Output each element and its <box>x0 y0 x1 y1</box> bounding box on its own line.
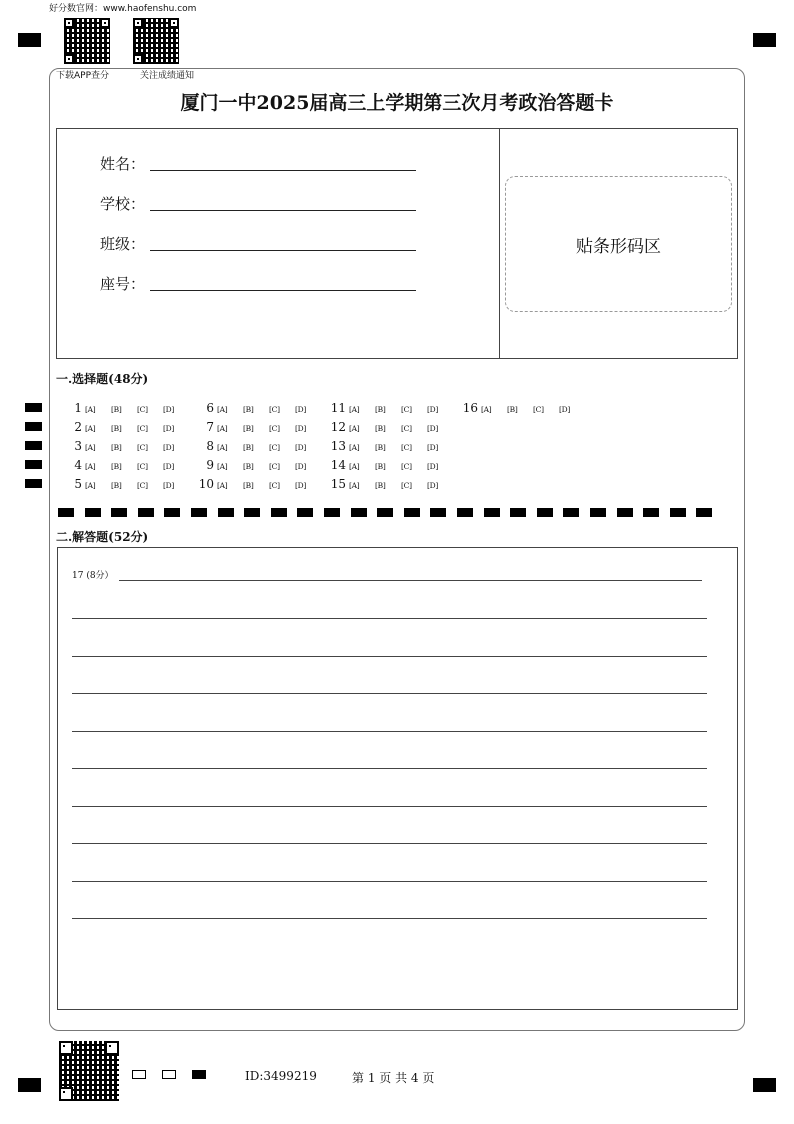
name-field[interactable] <box>150 170 416 171</box>
separator-mark <box>324 508 340 517</box>
option-bubble-b[interactable]: [B] <box>111 462 122 471</box>
option-bubble-a[interactable]: [A] <box>217 405 228 414</box>
choice-question-11 <box>324 401 453 415</box>
separator-mark <box>271 508 287 517</box>
page-mark-filled <box>192 1070 206 1079</box>
option-bubble-c[interactable]: [C] <box>269 424 280 433</box>
option-bubble-a[interactable]: [A] <box>85 481 96 490</box>
option-bubble-a[interactable]: [A] <box>85 462 96 471</box>
option-bubble-b[interactable]: [B] <box>243 481 254 490</box>
question-number: 14 <box>330 458 346 472</box>
page-qr-code <box>59 1041 119 1101</box>
separator-mark <box>537 508 553 517</box>
separator-mark <box>643 508 659 517</box>
option-bubble-d[interactable]: [D] <box>163 443 174 452</box>
option-bubble-c[interactable]: [C] <box>269 481 280 490</box>
option-bubble-a[interactable]: [A] <box>85 443 96 452</box>
choice-question-5 <box>60 477 189 491</box>
separator-mark <box>138 508 154 517</box>
separator-mark <box>563 508 579 517</box>
follow-notice-label: 关注成绩通知 <box>140 71 195 81</box>
option-bubble-c[interactable]: [C] <box>137 405 148 414</box>
option-bubble-b[interactable]: [B] <box>375 481 386 490</box>
barcode-label: 贴条形码区 <box>576 236 661 257</box>
option-bubble-c[interactable]: [C] <box>401 405 412 414</box>
choice-question-16 <box>456 401 585 415</box>
question-number: 3 <box>74 439 82 453</box>
seat-label: 座号： <box>100 275 146 293</box>
option-bubble-b[interactable]: [B] <box>507 405 518 414</box>
option-bubble-b[interactable]: [B] <box>111 405 122 414</box>
option-bubble-d[interactable]: [D] <box>427 424 438 433</box>
option-bubble-a[interactable]: [A] <box>349 481 360 490</box>
option-bubble-c[interactable]: [C] <box>137 424 148 433</box>
page-mark-empty <box>162 1070 176 1079</box>
option-bubble-a[interactable]: [A] <box>349 462 360 471</box>
section1-title: 一.选择题(48分) <box>56 372 149 386</box>
separator-mark <box>111 508 127 517</box>
page-mark-empty <box>132 1070 146 1079</box>
corner-mark-bottom-right <box>753 1078 776 1092</box>
answer-box <box>57 547 738 1010</box>
option-bubble-d[interactable]: [D] <box>559 405 570 414</box>
class-label: 班级： <box>100 235 146 253</box>
class-field[interactable] <box>150 250 416 251</box>
answer-line[interactable] <box>72 918 707 919</box>
choice-question-2 <box>60 420 189 434</box>
option-bubble-b[interactable]: [B] <box>111 481 122 490</box>
option-bubble-b[interactable]: [B] <box>243 462 254 471</box>
separator-mark <box>457 508 473 517</box>
option-bubble-d[interactable]: [D] <box>295 443 306 452</box>
option-bubble-a[interactable]: [A] <box>217 462 228 471</box>
option-bubble-d[interactable]: [D] <box>295 481 306 490</box>
timing-mark <box>25 422 42 431</box>
choice-question-9 <box>192 458 321 472</box>
follow-notice-qr-code <box>133 18 179 64</box>
option-bubble-c[interactable]: [C] <box>401 424 412 433</box>
option-bubble-c[interactable]: [C] <box>533 405 544 414</box>
option-bubble-a[interactable]: [A] <box>349 424 360 433</box>
question-17-label: 17 (8分） <box>72 571 114 581</box>
separator-mark <box>590 508 606 517</box>
choice-question-1 <box>60 401 189 415</box>
answer-line[interactable] <box>72 693 707 694</box>
sheet-title: 厦门一中2025届高三上学期第三次月考政治答题卡 <box>180 92 614 114</box>
option-bubble-b[interactable]: [B] <box>243 443 254 452</box>
download-app-label: 下载APP查分 <box>56 71 110 81</box>
corner-mark-bottom-left <box>18 1078 41 1092</box>
option-bubble-b[interactable]: [B] <box>243 424 254 433</box>
choice-question-15 <box>324 477 453 491</box>
option-bubble-a[interactable]: [A] <box>85 405 96 414</box>
separator-mark <box>510 508 526 517</box>
question-number: 9 <box>206 458 214 472</box>
option-bubble-a[interactable]: [A] <box>481 405 492 414</box>
separator-mark <box>430 508 446 517</box>
answer-line[interactable] <box>72 656 707 657</box>
timing-mark <box>25 479 42 488</box>
separator-mark <box>297 508 313 517</box>
website-text[interactable]: 好分数官网：www.haofenshu.com <box>49 4 197 14</box>
section2-title: 二.解答题(52分) <box>56 530 149 544</box>
question-number: 15 <box>330 477 346 491</box>
option-bubble-d[interactable]: [D] <box>163 462 174 471</box>
choice-question-4 <box>60 458 189 472</box>
question-number: 4 <box>74 458 82 472</box>
answer-line[interactable] <box>119 580 702 581</box>
answer-line[interactable] <box>72 881 707 882</box>
option-bubble-d[interactable]: [D] <box>163 424 174 433</box>
question-number: 16 <box>462 401 478 415</box>
option-bubble-a[interactable]: [A] <box>217 481 228 490</box>
choice-question-14 <box>324 458 453 472</box>
option-bubble-a[interactable]: [A] <box>217 424 228 433</box>
choice-question-3 <box>60 439 189 453</box>
choice-question-12 <box>324 420 453 434</box>
question-number: 1 <box>74 401 82 415</box>
choice-question-6 <box>192 401 321 415</box>
separator-mark <box>164 508 180 517</box>
question-number: 12 <box>330 420 346 434</box>
info-divider <box>499 128 500 359</box>
option-bubble-a[interactable]: [A] <box>349 405 360 414</box>
option-bubble-b[interactable]: [B] <box>243 405 254 414</box>
separator-mark <box>58 508 74 517</box>
option-bubble-c[interactable]: [C] <box>269 462 280 471</box>
option-bubble-a[interactable]: [A] <box>349 443 360 452</box>
school-field[interactable] <box>150 210 416 211</box>
barcode-area[interactable] <box>505 176 732 312</box>
option-bubble-c[interactable]: [C] <box>269 443 280 452</box>
answer-line[interactable] <box>72 768 707 769</box>
option-bubble-d[interactable]: [D] <box>295 424 306 433</box>
separator-mark <box>670 508 686 517</box>
separator-mark <box>404 508 420 517</box>
option-bubble-d[interactable]: [D] <box>427 481 438 490</box>
separator-mark <box>244 508 260 517</box>
question-number: 10 <box>198 477 214 491</box>
option-bubble-c[interactable]: [C] <box>137 443 148 452</box>
separator-mark <box>484 508 500 517</box>
question-number: 2 <box>74 420 82 434</box>
option-bubble-c[interactable]: [C] <box>137 462 148 471</box>
choice-question-13 <box>324 439 453 453</box>
separator-mark <box>218 508 234 517</box>
option-bubble-b[interactable]: [B] <box>111 443 122 452</box>
corner-mark-top-right <box>753 33 776 47</box>
page-number: 第 1 页 共 4 页 <box>352 1071 435 1085</box>
option-bubble-d[interactable]: [D] <box>295 405 306 414</box>
answer-line[interactable] <box>72 618 707 619</box>
option-bubble-d[interactable]: [D] <box>295 462 306 471</box>
choice-question-8 <box>192 439 321 453</box>
sheet-id: ID:3499219 <box>245 1069 317 1083</box>
answer-line[interactable] <box>72 843 707 844</box>
choice-question-10 <box>192 477 321 491</box>
school-label: 学校： <box>100 195 146 213</box>
question-number: 11 <box>330 401 346 415</box>
option-bubble-c[interactable]: [C] <box>401 443 412 452</box>
option-bubble-d[interactable]: [D] <box>427 443 438 452</box>
corner-mark-top-left <box>18 33 41 47</box>
option-bubble-b[interactable]: [B] <box>375 424 386 433</box>
separator-mark <box>85 508 101 517</box>
option-bubble-a[interactable]: [A] <box>217 443 228 452</box>
separator-mark <box>377 508 393 517</box>
separator-mark <box>351 508 367 517</box>
option-bubble-c[interactable]: [C] <box>401 462 412 471</box>
choice-question-7 <box>192 420 321 434</box>
question-number: 6 <box>206 401 214 415</box>
option-bubble-b[interactable]: [B] <box>375 443 386 452</box>
separator-mark <box>696 508 712 517</box>
question-number: 13 <box>330 439 346 453</box>
question-number: 5 <box>74 477 82 491</box>
option-bubble-c[interactable]: [C] <box>401 481 412 490</box>
option-bubble-a[interactable]: [A] <box>85 424 96 433</box>
seat-field[interactable] <box>150 290 416 291</box>
option-bubble-b[interactable]: [B] <box>375 462 386 471</box>
option-bubble-b[interactable]: [B] <box>111 424 122 433</box>
timing-mark <box>25 441 42 450</box>
separator-mark <box>191 508 207 517</box>
option-bubble-b[interactable]: [B] <box>375 405 386 414</box>
timing-mark <box>25 460 42 469</box>
timing-mark <box>25 403 42 412</box>
answer-line[interactable] <box>72 731 707 732</box>
option-bubble-d[interactable]: [D] <box>163 405 174 414</box>
option-bubble-c[interactable]: [C] <box>269 405 280 414</box>
option-bubble-d[interactable]: [D] <box>427 462 438 471</box>
option-bubble-d[interactable]: [D] <box>163 481 174 490</box>
option-bubble-c[interactable]: [C] <box>137 481 148 490</box>
question-number: 8 <box>206 439 214 453</box>
separator-mark-row <box>58 508 723 517</box>
download-app-qr-code <box>64 18 110 64</box>
answer-line[interactable] <box>72 806 707 807</box>
name-label: 姓名： <box>100 155 146 173</box>
option-bubble-d[interactable]: [D] <box>427 405 438 414</box>
question-number: 7 <box>206 420 214 434</box>
separator-mark <box>617 508 633 517</box>
